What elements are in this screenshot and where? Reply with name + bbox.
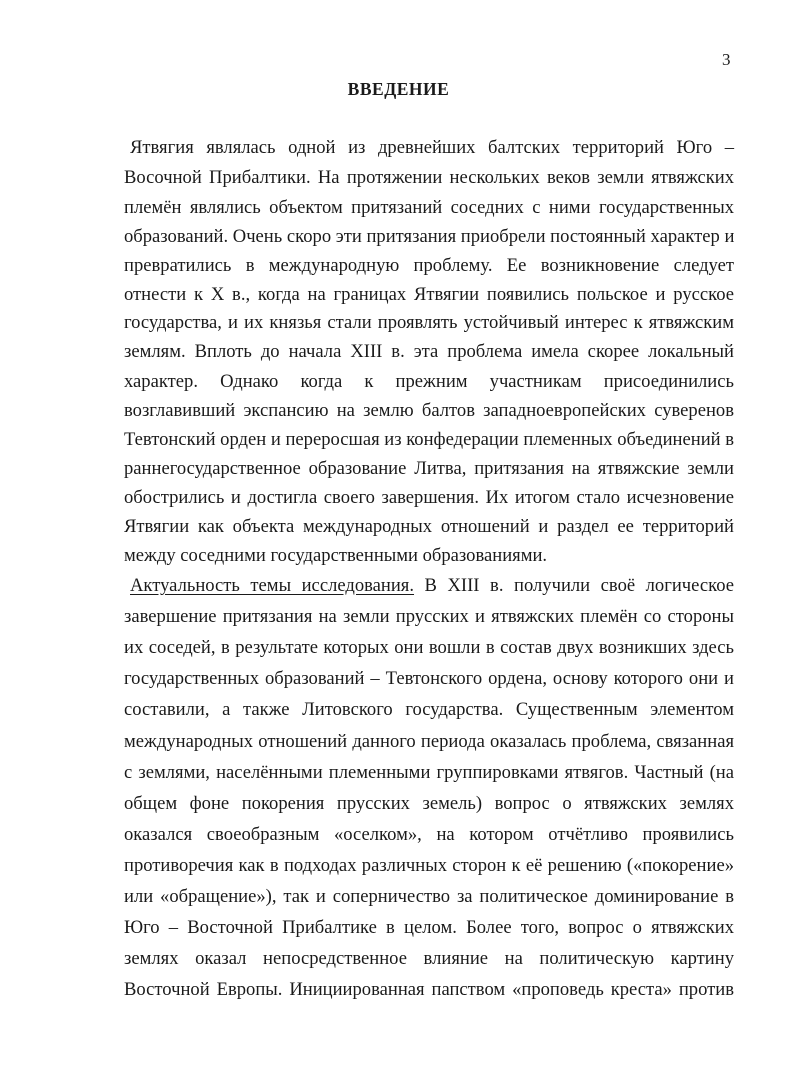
text-line: общем фоне покорения прусских земель) вопрос о ятвяжских землях: [124, 793, 734, 814]
text-line: [130, 575, 734, 597]
text-line: завершение притязания на земли прусских и ятвяжских племён со стороны: [124, 606, 734, 627]
text-line: Тевтонский орден и переросшая из конфедерации племенных объединений в: [124, 429, 735, 450]
text-line: образований. Очень скоро эти притязания приобрели постоянный характер и: [124, 226, 735, 247]
text-line: Восточной Европы. Инициированная папством «проповедь креста» против: [124, 979, 734, 1000]
text-line: обострились и достигла своего завершения. Их итогом стало исчезновение: [124, 487, 734, 508]
page-number: 3: [722, 50, 731, 69]
text-line: возглавивший экспансию на землю балтов западноевропейских суверенов: [124, 400, 734, 421]
text-line: землям. Вплоть до начала XIII в. эта проблема имела скорее локальный: [124, 341, 734, 362]
text-line: Ятвягии как объекта международных отношений и раздел ее территорий: [124, 516, 734, 537]
text-line: превратились в международную проблему. Ее возникновение следует: [124, 255, 734, 276]
page-title: ВВЕДЕНИЕ: [347, 79, 450, 99]
text-line: с землями, населёнными племенными группировками ятвягов. Частный (на: [124, 762, 734, 783]
text-line: раннегосударственное образование Литва, притязания на ятвяжские земли: [124, 458, 734, 479]
text-line: племён являлись объектом притязаний соседних с ними государственных: [124, 197, 734, 218]
section-label-relevance: Актуальность темы исследования.: [130, 575, 415, 596]
text-line: международных отношений данного периода оказалась проблема, связанная: [124, 731, 734, 752]
text-line: Юго – Восточной Прибалтике в целом. Более того, вопрос о ятвяжских: [124, 917, 734, 938]
text-line: государства, и их князья стали проявлять устойчивый интерес к ятвяжским: [124, 312, 734, 333]
text-line: землях оказал непосредственное влияние на политическую картину: [124, 948, 734, 969]
text-line: оказался своеобразным «оселком», на котором отчётливо проявились: [124, 824, 734, 845]
text-line: отнести к X в., когда на границах Ятвягии появились польское и русское: [124, 284, 734, 305]
text-line: характер. Однако когда к прежним участникам присоединились: [124, 371, 734, 392]
text-line: противоречия как в подходах различных сторон к её решению («покорение»: [124, 855, 734, 876]
text-line: государственных образований – Тевтонского ордена, основу которого они и: [124, 668, 734, 689]
text-span: В XIII в. получили своё логическое: [414, 575, 734, 596]
text-line: между соседними государственными образованиями.: [124, 545, 548, 566]
text-line: Восочной Прибалтики. На протяжении нескольких веков земли ятвяжских: [124, 167, 734, 188]
text-line: составили, а также Литовского государства. Существенным элементом: [124, 699, 734, 720]
text-line: их соседей, в результате которых они вошли в состав двух возникших здесь: [124, 637, 734, 658]
text-line: Ятвягия являлась одной из древнейших балтских территорий Юго –: [130, 137, 734, 158]
text-line: или «обращение»), так и соперничество за политическое доминирование в: [124, 886, 734, 907]
